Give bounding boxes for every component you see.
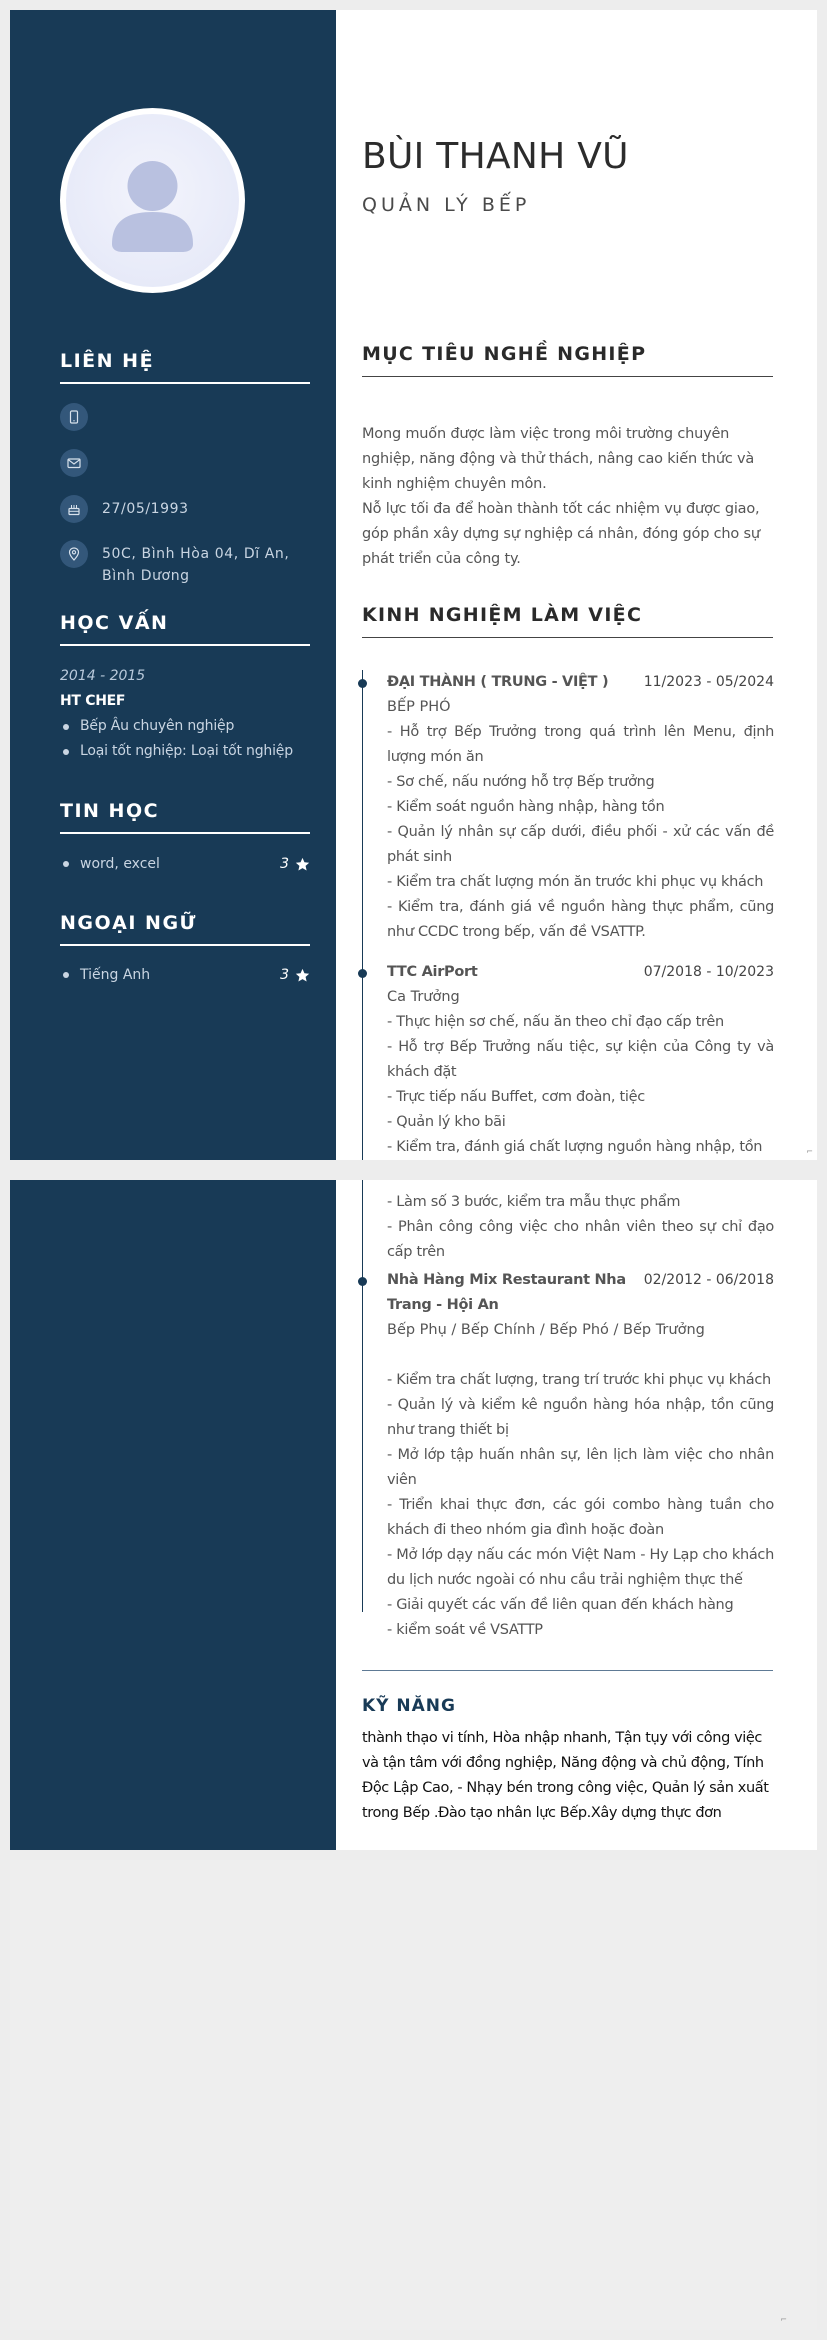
language-row — [60, 967, 310, 983]
education-period: 2014 - 2015 — [60, 668, 146, 684]
skills-text: thành thạo vi tính, Hòa nhập nhanh, Tận tụy với công việc và tận tâm với đồng nghiệp, Năng động và chủ động, Tính Độc Lập Cao, - Nhạy bén trong công việc, Quản lý sản xuất trong Bếp .Đào tạo nhân lực Bếp.Xây dựng thực đơn — [362, 1730, 769, 1821]
job-period: 11/2023 - 05/2024 — [643, 674, 774, 690]
job-tasks — [387, 720, 774, 945]
main-content — [336, 1180, 817, 1850]
job-task: - Kiểm tra, đánh giá về nguồn hàng thực phẩm, cũng như CCDC trong bếp, vấn đề VSATTP. — [387, 899, 774, 940]
education-heading: HỌC VẤN — [60, 612, 310, 646]
job-task: - kiểm soát về VSATTP — [387, 1622, 543, 1638]
objective-heading: MỤC TIÊU NGHỀ NGHIỆP — [362, 343, 773, 377]
candidate-name: BÙI THANH VŨ — [362, 136, 629, 177]
experience-timeline-continued — [362, 1180, 774, 1638]
job-entry-3 — [387, 1268, 774, 1643]
cake-icon — [60, 495, 88, 523]
contact-birthday — [60, 495, 310, 523]
job-period: 07/2018 - 10/2023 — [643, 964, 774, 980]
page-corner-mark: ⌐ — [780, 2315, 787, 2324]
contact-heading: LIÊN HỆ — [60, 350, 310, 384]
computer-skills-heading: TIN HỌC — [60, 800, 310, 834]
job-role: Bếp Phụ / Bếp Chính / Bếp Phó / Bếp Trưởng — [387, 1322, 705, 1338]
sidebar — [10, 1180, 336, 1850]
job-entry-1 — [387, 670, 774, 945]
timeline-dot — [358, 1277, 367, 1286]
job-company: ĐẠI THÀNH ( TRUNG - VIỆT ) — [387, 674, 609, 690]
location-pin-icon — [60, 540, 88, 568]
contact-email — [60, 449, 310, 477]
timeline-dot — [358, 969, 367, 978]
job-task: - Mở lớp dạy nấu các món Việt Nam - Hy Lạp cho khách du lịch nước ngoài có nhu cầu trải nghiệm thực thế — [387, 1547, 774, 1588]
experience-timeline — [362, 670, 773, 1160]
language-level: 3 — [280, 967, 289, 983]
timeline-dot — [358, 679, 367, 688]
list-item: Bếp Âu chuyên nghiệp — [60, 714, 310, 739]
job-task: - Hỗ trợ Bếp Trưởng trong quá trình lên Menu, định lượng món ăn — [387, 724, 774, 765]
cv-page-3-blank — [10, 1860, 817, 2330]
job-task: - Kiểm tra chất lượng món ăn trước khi phục vụ khách — [387, 874, 764, 890]
job-company: TTC AirPort — [387, 964, 478, 980]
skills-heading: KỸ NĂNG — [362, 1696, 456, 1716]
main-content — [336, 10, 817, 1160]
list-item: Loại tốt nghiệp: Loại tốt nghiệp — [60, 739, 310, 764]
job-task: - Giải quyết các vấn đề liên quan đến khách hàng — [387, 1597, 734, 1613]
job-task: - Làm số 3 bước, kiểm tra mẫu thực phẩm — [387, 1194, 681, 1210]
objective-line: Mong muốn được làm việc trong môi trường chuyên nghiệp, năng động và thử thách, nâng cao kiến thức và kinh nghiệm chuyên môn. — [362, 426, 755, 492]
job-period: 02/2012 - 06/2018 — [643, 1272, 774, 1288]
cv-page-1 — [10, 10, 817, 1160]
job-task: - Quản lý kho bãi — [387, 1114, 506, 1130]
star-icon — [295, 968, 310, 983]
avatar[interactable] — [66, 114, 239, 287]
job-task: - Thực hiện sơ chế, nấu ăn theo chỉ đạo cấp trên — [387, 1014, 724, 1030]
job-task: - Triển khai thực đơn, các gói combo hàng tuần cho khách đi theo nhóm gia đình hoặc đoàn — [387, 1497, 774, 1538]
contact-address-value: 50C, Bình Hòa 04, Dĩ An, Bình Dương — [102, 546, 290, 584]
job-company: Nhà Hàng Mix Restaurant Nha Trang - Hội An — [387, 1272, 626, 1313]
objective-line: Nỗ lực tối đa để hoàn thành tốt các nhiệm vụ được giao, góp phần xây dựng sự nghiệp cá nhân, đóng góp cho sự phát triển của công ty. — [362, 501, 760, 567]
experience-heading: KINH NGHIỆM LÀM VIỆC — [362, 604, 773, 638]
skill-level: 3 — [280, 856, 289, 872]
job-tasks — [387, 1368, 774, 1643]
job-role: Ca Trưởng — [387, 989, 460, 1005]
languages-heading: NGOẠI NGỮ — [60, 912, 310, 946]
job-entry-2-continued — [387, 1190, 774, 1265]
computer-skill-row — [60, 856, 310, 872]
contact-birthday-value: 27/05/1993 — [102, 501, 189, 517]
job-tasks — [387, 1010, 774, 1160]
contact-address — [60, 540, 310, 587]
job-task: - Hỗ trợ Bếp Trưởng nấu tiệc, sự kiện của Công ty và khách đặt — [387, 1039, 774, 1080]
job-task: - Kiểm tra chất lượng, trang trí trước khi phục vụ khách — [387, 1372, 771, 1388]
phone-icon — [60, 403, 88, 431]
skills-divider — [362, 1670, 773, 1671]
job-task: - Mở lớp tập huấn nhân sự, lên lịch làm việc cho nhân viên — [387, 1447, 774, 1488]
cv-page-2 — [10, 1180, 817, 1850]
job-tasks — [387, 1190, 774, 1265]
bullet — [63, 972, 69, 978]
sidebar — [10, 10, 336, 1160]
job-task: - Trực tiếp nấu Buffet, cơm đoàn, tiệc — [387, 1089, 645, 1105]
job-task: - Kiểm tra, đánh giá chất lượng nguồn hàng nhập, tồn — [387, 1139, 763, 1155]
candidate-title: QUẢN LÝ BẾP — [362, 194, 531, 216]
education-details — [60, 714, 310, 764]
bullet — [63, 861, 69, 867]
job-task: - Quản lý nhân sự cấp dưới, điều phối - xử các vấn đề phát sinh — [387, 824, 774, 865]
objective-text — [362, 422, 773, 572]
job-task: - Kiểm soát nguồn hàng nhập, hàng tồn — [387, 799, 665, 815]
email-icon — [60, 449, 88, 477]
skill-name: word, excel — [80, 856, 160, 872]
job-role: BẾP PHÓ — [387, 699, 451, 715]
education-school: HT CHEF — [60, 693, 126, 709]
job-task: - Quản lý và kiểm kê nguồn hàng hóa nhập, tồn cũng như trang thiết bị — [387, 1397, 774, 1438]
job-task: - Phân công công việc cho nhân viên theo sự chỉ đạo cấp trên — [387, 1219, 774, 1260]
avatar-frame — [60, 108, 245, 293]
language-name: Tiếng Anh — [80, 967, 151, 983]
job-entry-2 — [387, 960, 774, 1160]
star-icon — [295, 857, 310, 872]
job-task: - Sơ chế, nấu nướng hỗ trợ Bếp trưởng — [387, 774, 655, 790]
page-corner-mark: ⌐ — [806, 1147, 813, 1156]
contact-phone — [60, 403, 310, 431]
person-placeholder-icon — [66, 114, 239, 287]
